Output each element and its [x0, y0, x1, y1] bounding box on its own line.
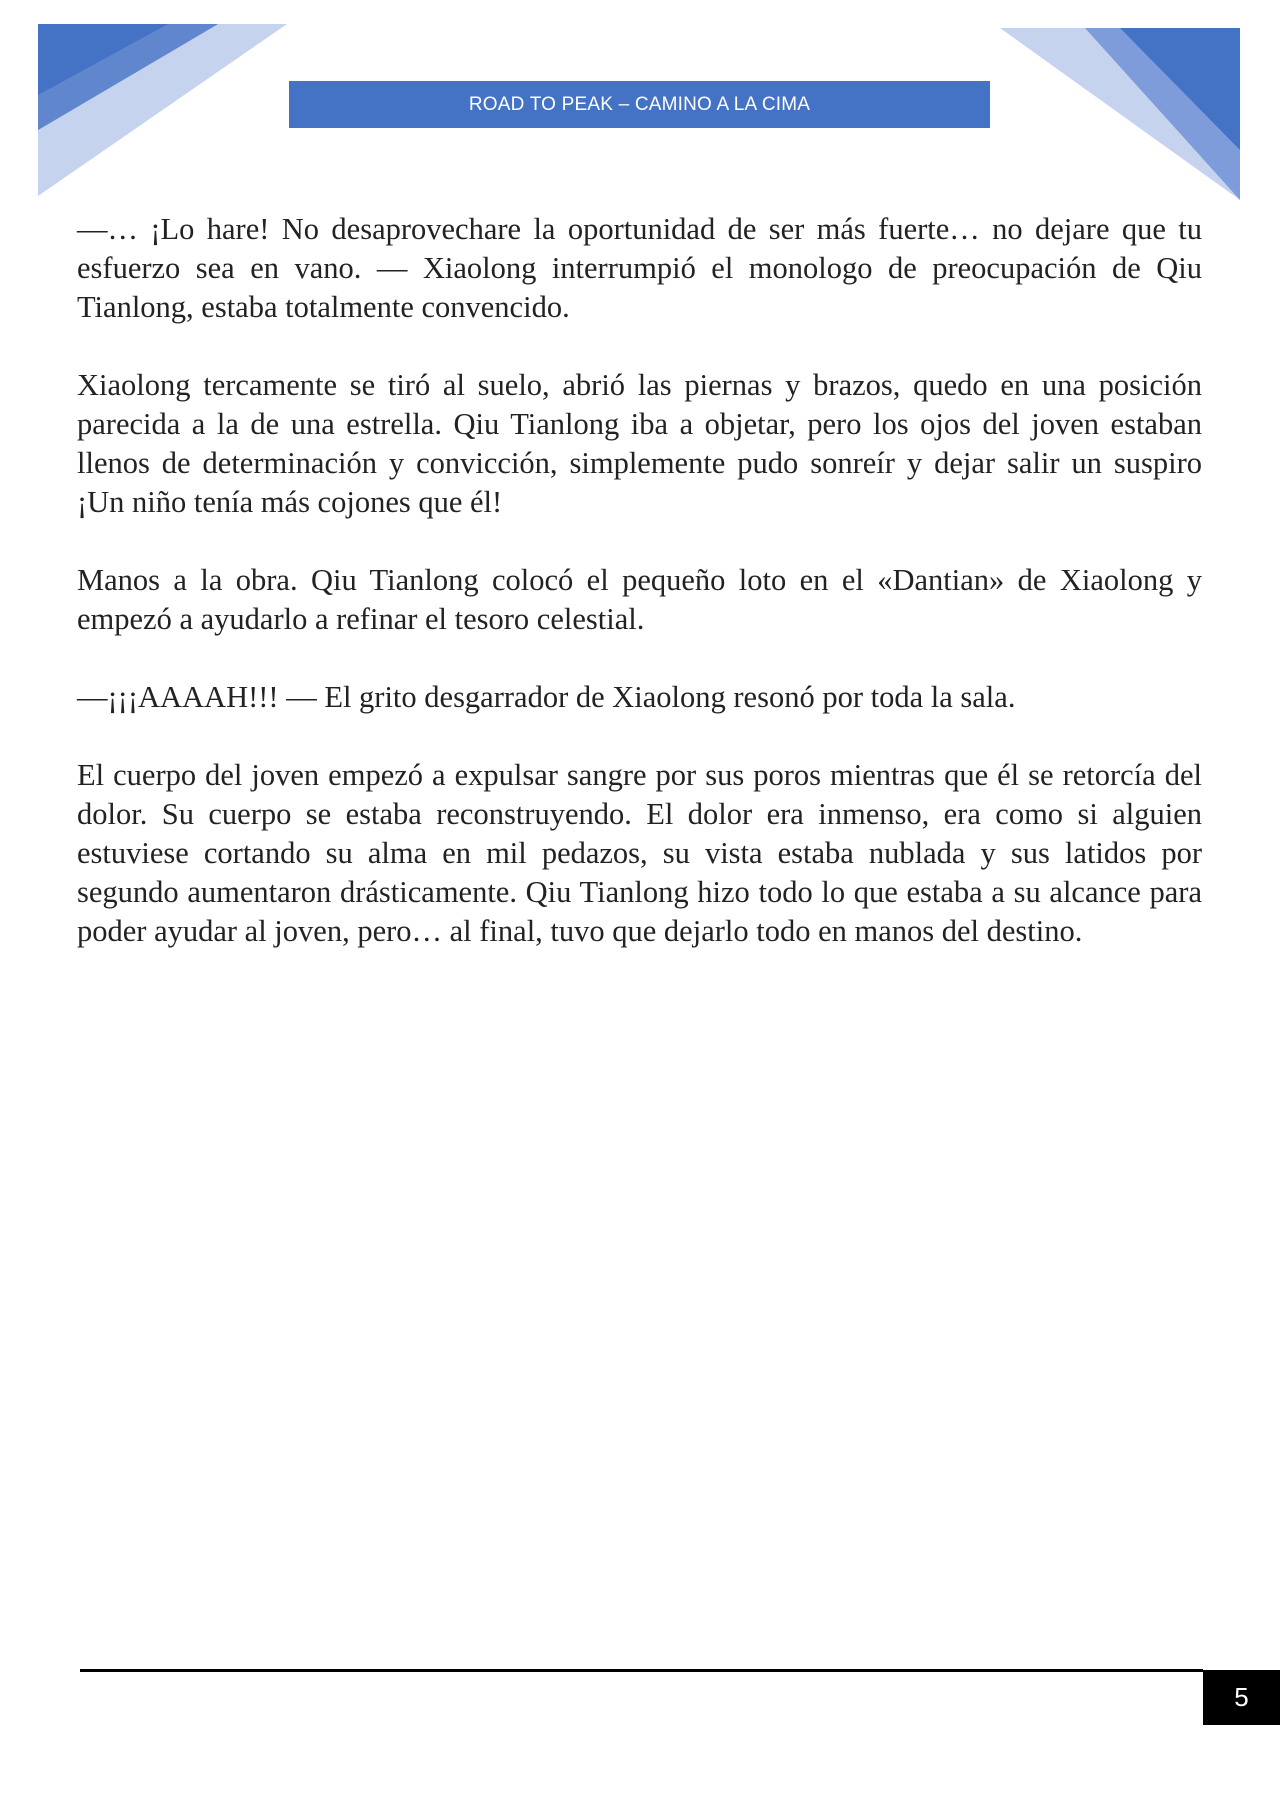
paragraph: —… ¡Lo hare! No desaprovechare la oportunidad de ser más fuerte… no dejare que tu esfuerzo sea en vano. — Xiaolong interrumpió el monologo de preocupación de Qiu Tianlong, estaba totalmente convencido.: [77, 212, 1202, 324]
paragraph: —¡¡¡AAAAH!!! — El grito desgarrador de Xiaolong resonó por toda la sala.: [77, 680, 1016, 714]
paragraph: Xiaolong tercamente se tiró al suelo, abrió las piernas y brazos, quedo en una posición parecida a la de una estrella. Qiu Tianlong iba a objetar, pero los ojos del joven estaban llenos de determinación y convicción, simplemente pudo sonreír y dejar salir un suspiro ¡Un niño tenía más cojones que él!: [77, 368, 1202, 519]
paragraph: El cuerpo del joven empezó a expulsar sangre por sus poros mientras que él se retorcía del dolor. Su cuerpo se estaba reconstruyendo. El dolor era inmenso, era como si alguien estuviese cortando su alma en mil pedazos, su vista estaba nublada y sus latidos por segundo aumentaron drásticamente. Qiu Tianlong hizo todo lo que estaba a su alcance para poder ayudar al joven, pero… al final, tuvo que dejarlo todo en manos del destino.: [77, 758, 1202, 948]
footer-divider: [80, 1669, 1203, 1672]
document-body: [77, 210, 1202, 990]
header-corner-right-decoration: [1000, 0, 1280, 210]
page-number: 5: [1203, 1670, 1280, 1725]
paragraph: Manos a la obra. Qiu Tianlong colocó el pequeño loto en el «Dantian» de Xiaolong y empezó a ayudarlo a refinar el tesoro celestial.: [77, 563, 1202, 636]
header-corner-left-decoration: [0, 0, 300, 200]
document-header-title: ROAD TO PEAK – CAMINO A LA CIMA: [289, 81, 990, 128]
